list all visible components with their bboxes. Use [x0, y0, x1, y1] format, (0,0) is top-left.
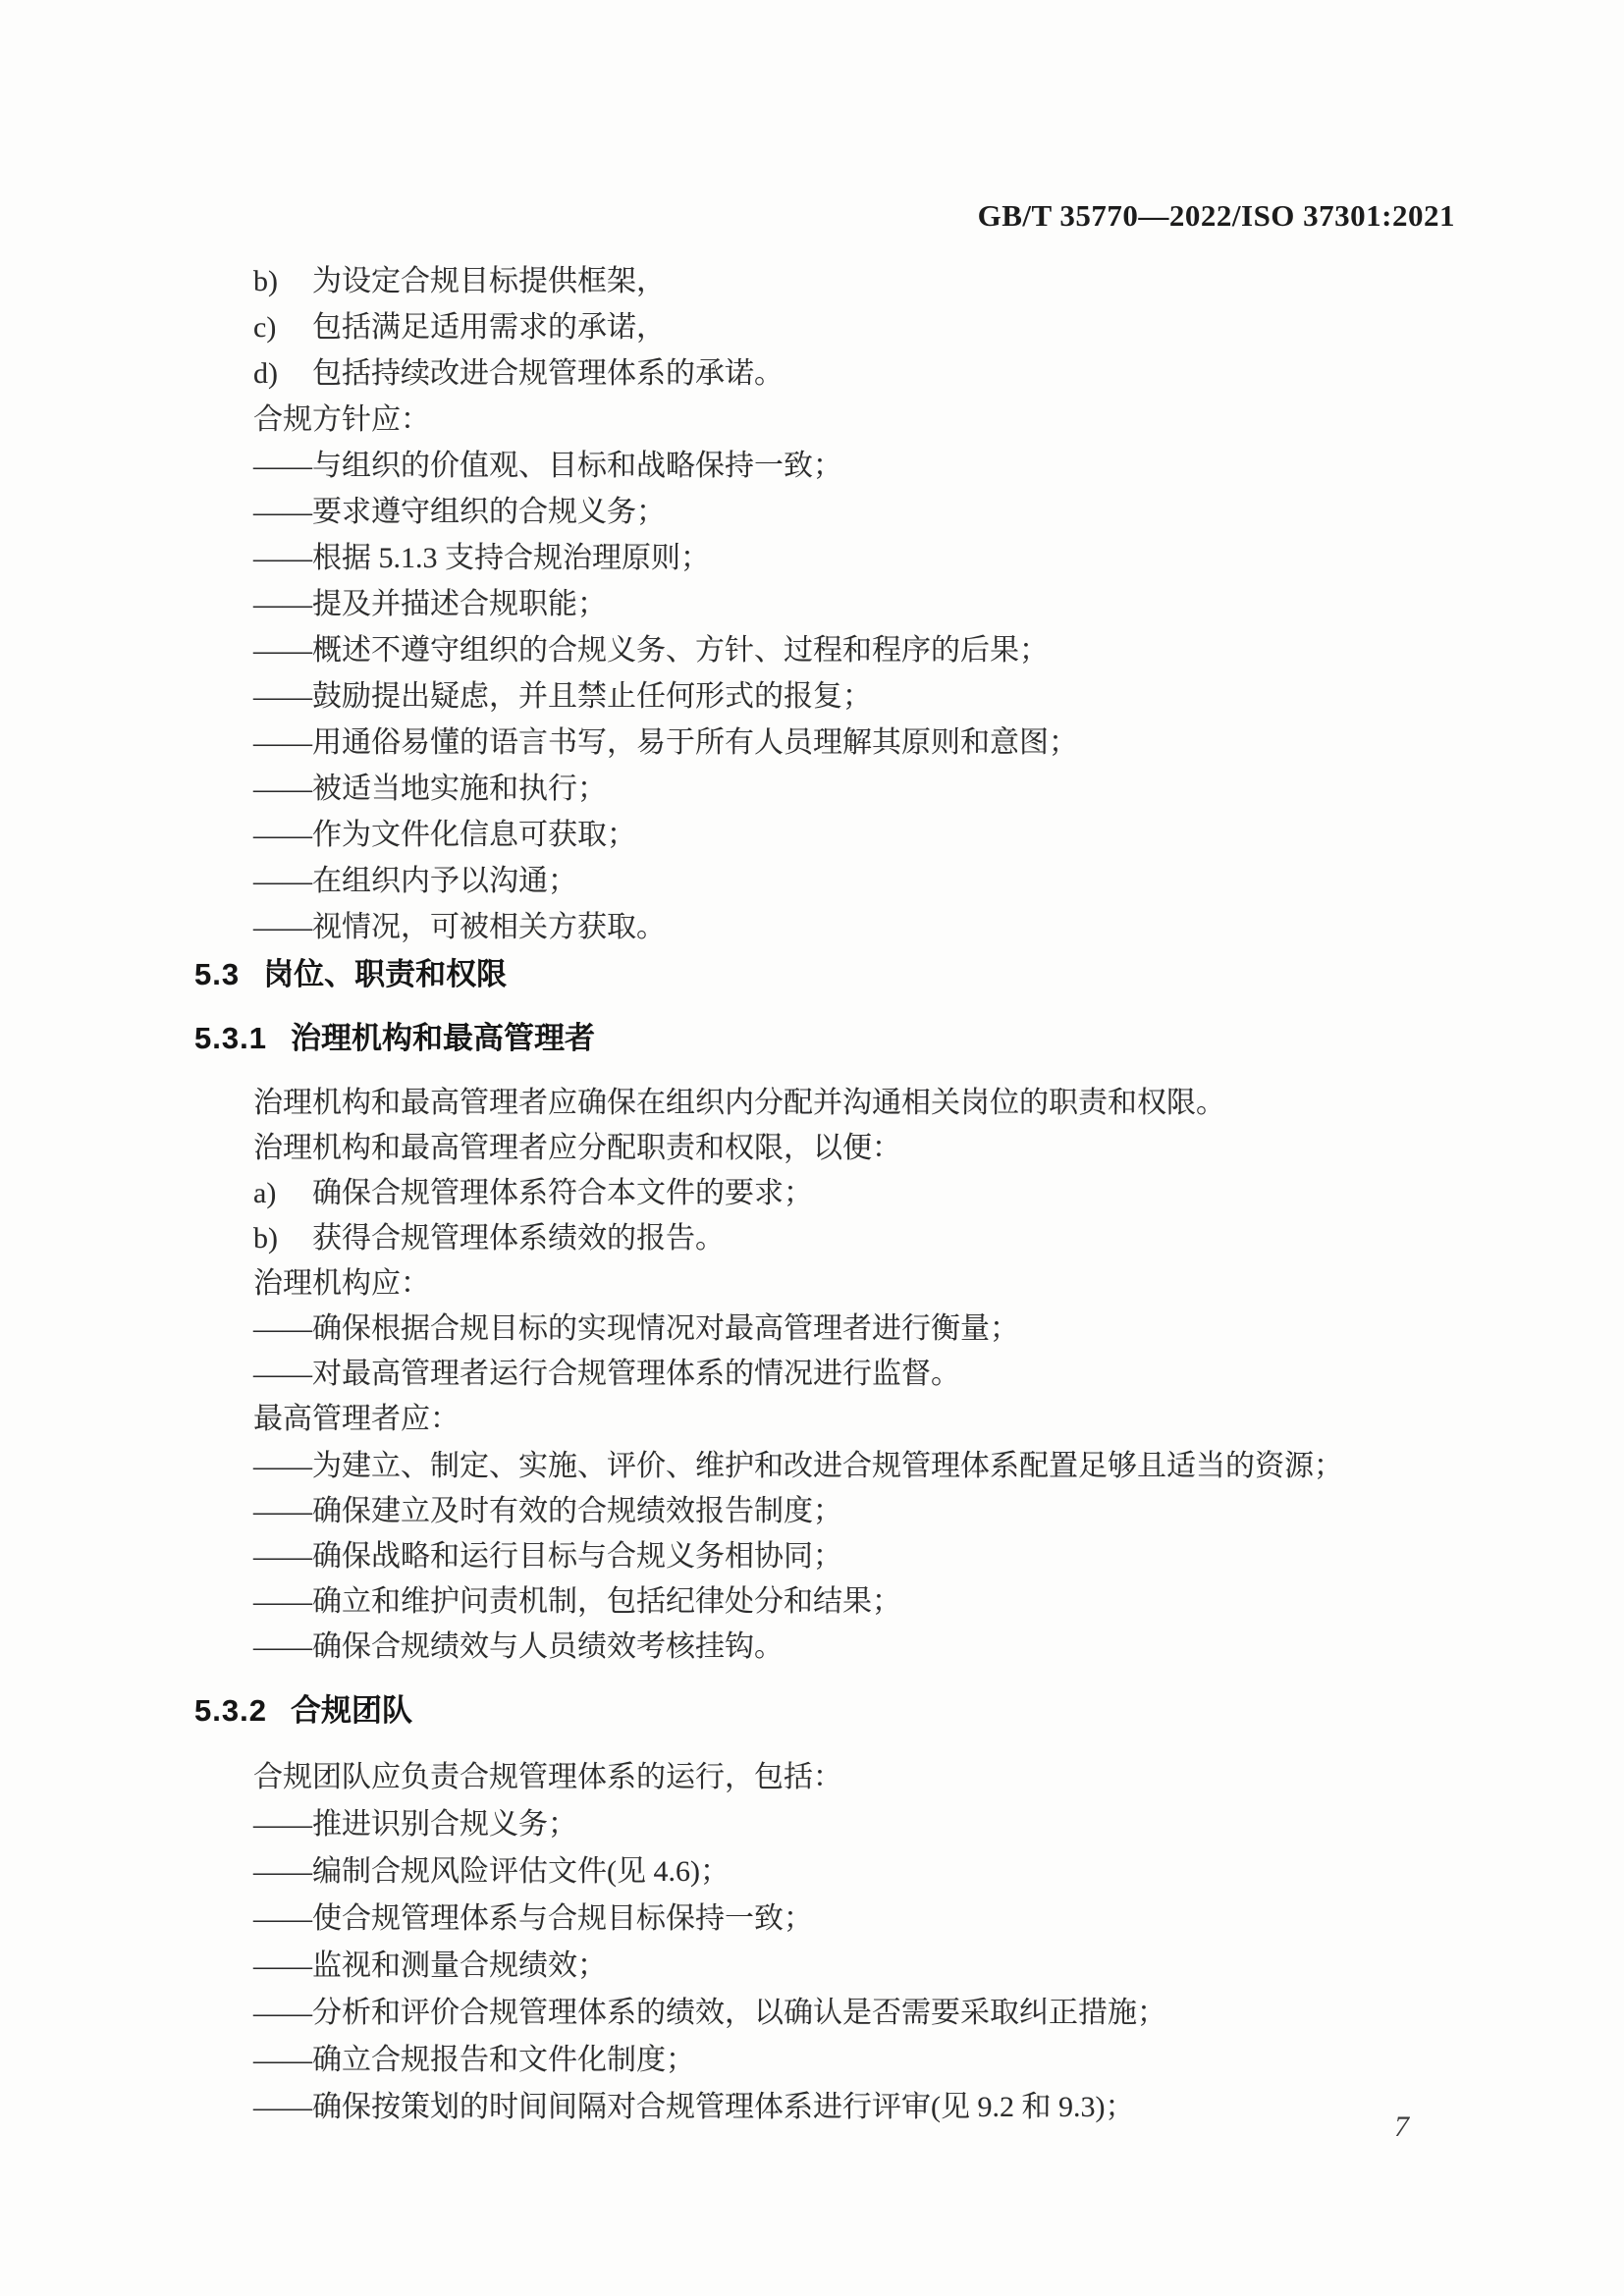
dash-item: ——根据 5.1.3 支持合规治理原则；: [253, 542, 710, 574]
dash-item: ——提及并描述合规职能；: [253, 588, 607, 620]
dash-item: ——确立合规报告和文件化制度；: [253, 2044, 695, 2076]
section-number: 5.3.2: [194, 1693, 267, 1728]
dash-item: ——确保建立及时有效的合规绩效报告制度；: [253, 1495, 842, 1527]
dash-item: ——作为文件化信息可获取；: [253, 819, 636, 851]
dash-item: ——要求遵守组织的合规义务；: [253, 496, 666, 528]
dash-item: ——确保战略和运行目标与合规义务相协同；: [253, 1540, 842, 1573]
dash-item: ——确立和维护问责机制，包括纪律处分和结果；: [253, 1585, 901, 1618]
dash-item: ——确保合规绩效与人员绩效考核挂钩。: [253, 1630, 784, 1663]
paragraph: 合规团队应负责合规管理体系的运行，包括：: [253, 1761, 842, 1793]
section-heading-5-3-1: [194, 1021, 595, 1056]
dash-item: ——鼓励提出疑虑，并且禁止任何形式的报复；: [253, 680, 872, 713]
list-item-label: d): [253, 357, 278, 390]
list-item-text: 包括持续改进合规管理体系的承诺。: [312, 357, 784, 390]
list-item: [253, 1176, 813, 1211]
dash-item: ——为建立、制定、实施、评价、维护和改进合规管理体系配置足够且适当的资源；: [253, 1450, 1343, 1482]
list-item-label: c): [253, 311, 277, 344]
page-number: 7: [1394, 2110, 1409, 2143]
paragraph: 治理机构和最高管理者应分配职责和权限，以便：: [253, 1132, 901, 1164]
dash-item: ——用通俗易懂的语言书写，易于所有人员理解其原则和意图；: [253, 726, 1078, 759]
section-heading-5-3: [194, 957, 507, 992]
list-item: [253, 356, 784, 392]
section-number: 5.3: [194, 957, 241, 991]
list-item: [253, 264, 666, 299]
list-item-text: 获得合规管理体系绩效的报告。: [312, 1222, 725, 1255]
dash-item: ——概述不遵守组织的合规义务、方针、过程和程序的后果；: [253, 634, 1049, 667]
paragraph: 最高管理者应：: [253, 1403, 460, 1435]
paragraph: 治理机构应：: [253, 1267, 430, 1300]
paragraph: 合规方针应：: [253, 403, 430, 436]
section-title: 合规团队: [290, 1693, 412, 1728]
list-item-label: b): [253, 1222, 278, 1255]
dash-item: ——与组织的价值观、目标和战略保持一致；: [253, 450, 842, 482]
list-item: [253, 310, 666, 346]
dash-item: ——确保按策划的时间间隔对合规管理体系进行评审(见 9.2 和 9.3)；: [253, 2091, 1135, 2123]
section-heading-5-3-2: [194, 1693, 412, 1729]
list-item: [253, 1221, 725, 1256]
list-item-label: a): [253, 1177, 277, 1209]
dash-item: ——在组织内予以沟通；: [253, 865, 577, 897]
section-title: 治理机构和最高管理者: [290, 1021, 595, 1055]
dash-item: ——被适当地实施和执行；: [253, 773, 607, 805]
list-item-label: b): [253, 265, 278, 297]
dash-item: ——视情况，可被相关方获取。: [253, 911, 666, 943]
dash-item: ——使合规管理体系与合规目标保持一致；: [253, 1902, 813, 1935]
section-title: 岗位、职责和权限: [263, 957, 508, 991]
list-item-text: 包括满足适用需求的承诺，: [312, 311, 666, 344]
dash-item: ——推进识别合规义务；: [253, 1808, 577, 1841]
dash-item: ——分析和评价合规管理体系的绩效，以确认是否需要采取纠正措施；: [253, 1997, 1166, 2029]
list-item-text: 为设定合规目标提供框架，: [312, 265, 666, 297]
paragraph: 治理机构和最高管理者应确保在组织内分配并沟通相关岗位的职责和权限。: [253, 1087, 1225, 1119]
dash-item: ——对最高管理者运行合规管理体系的情况进行监督。: [253, 1358, 960, 1390]
standard-number-header: GB/T 35770—2022/ISO 37301:2021: [977, 198, 1455, 233]
section-number: 5.3.1: [194, 1021, 267, 1055]
dash-item: ——确保根据合规目标的实现情况对最高管理者进行衡量；: [253, 1312, 1019, 1345]
dash-item: ——编制合规风险评估文件(见 4.6)；: [253, 1855, 730, 1888]
dash-item: ——监视和测量合规绩效；: [253, 1949, 607, 1982]
list-item-text: 确保合规管理体系符合本文件的要求；: [312, 1177, 813, 1209]
